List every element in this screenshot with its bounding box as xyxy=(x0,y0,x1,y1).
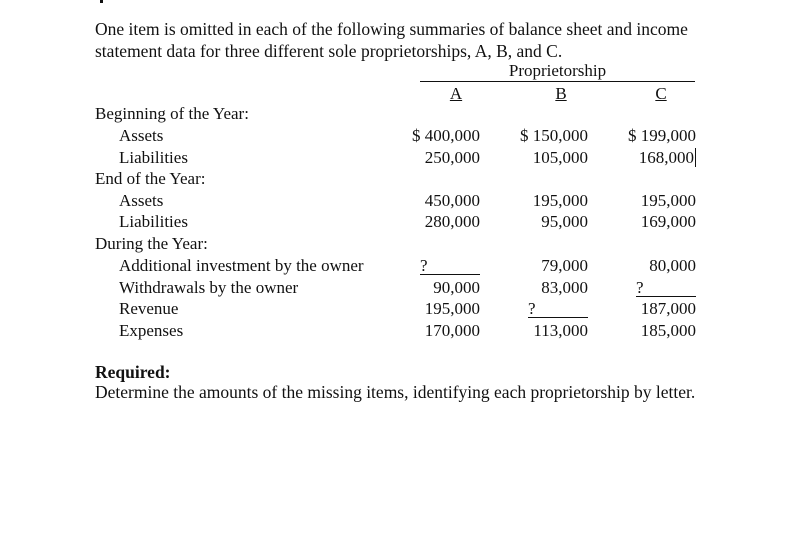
cell-beg-assets-c: $ 199,000 xyxy=(628,126,696,145)
row-label-end-liabilities: Liabilities xyxy=(119,212,188,231)
missing-item-blank: ? xyxy=(528,301,588,318)
cell-beg-liabilities-b: 105,000 xyxy=(532,148,588,167)
cell-beg-liabilities-c-value: 168,000 xyxy=(638,148,694,167)
text-cursor xyxy=(695,148,696,167)
cell-investment-c: 80,000 xyxy=(649,256,696,275)
cell-revenue-b xyxy=(488,299,588,319)
cell-revenue-c: 187,000 xyxy=(640,299,696,318)
section-during: During the Year: xyxy=(95,234,208,253)
cell-end-assets-a: 450,000 xyxy=(424,191,480,210)
cell-end-liabilities-c: 169,000 xyxy=(640,212,696,231)
section-end: End of the Year: xyxy=(95,169,206,188)
row-label-beg-assets: Assets xyxy=(119,126,164,145)
cell-end-liabilities-a: 280,000 xyxy=(424,212,480,231)
missing-item-blank: ? xyxy=(636,280,696,297)
cell-end-assets-b: 195,000 xyxy=(532,191,588,210)
section-beginning: Beginning of the Year: xyxy=(95,104,249,123)
cell-withdrawals-b: 83,000 xyxy=(541,278,588,297)
column-header-b: B xyxy=(555,84,567,103)
row-label-end-assets: Assets xyxy=(119,191,164,210)
row-label-beg-liabilities: Liabilities xyxy=(119,148,188,167)
required-text: Determine the amounts of the missing items, identifying each proprietorship by letter. xyxy=(95,382,696,402)
cell-withdrawals-a: 90,000 xyxy=(433,278,480,297)
cell-investment-b: 79,000 xyxy=(541,256,588,275)
row-label-investment: Additional investment by the owner xyxy=(119,256,364,275)
page-mark xyxy=(100,0,103,3)
cell-withdrawals-c xyxy=(596,278,696,298)
proprietorship-header: Proprietorship xyxy=(420,62,695,82)
row-label-expenses: Expenses xyxy=(119,321,184,340)
cell-expenses-b: 113,000 xyxy=(533,321,588,340)
cell-beg-assets-a: $ 400,000 xyxy=(412,126,480,145)
cell-investment-a xyxy=(380,256,480,276)
cell-end-assets-c: 195,000 xyxy=(640,191,696,210)
cell-beg-liabilities-c xyxy=(596,148,696,168)
column-header-a: A xyxy=(449,84,463,103)
cell-end-liabilities-b: 95,000 xyxy=(541,212,588,231)
row-label-revenue: Revenue xyxy=(119,299,179,318)
cell-revenue-a: 195,000 xyxy=(424,299,480,318)
required-heading: Required: xyxy=(95,362,171,382)
cell-expenses-a: 170,000 xyxy=(424,321,480,340)
cell-beg-liabilities-a: 250,000 xyxy=(424,148,480,167)
cell-beg-assets-b: $ 150,000 xyxy=(520,126,588,145)
column-header-c: C xyxy=(655,84,667,103)
missing-item-blank: ? xyxy=(420,258,480,275)
row-label-withdrawals: Withdrawals by the owner xyxy=(119,278,299,297)
cell-expenses-c: 185,000 xyxy=(640,321,696,340)
problem-intro: One item is omitted in each of the following summaries of balance sheet and income statement data for three different sole proprietorships, A, B, and C. xyxy=(95,19,688,61)
